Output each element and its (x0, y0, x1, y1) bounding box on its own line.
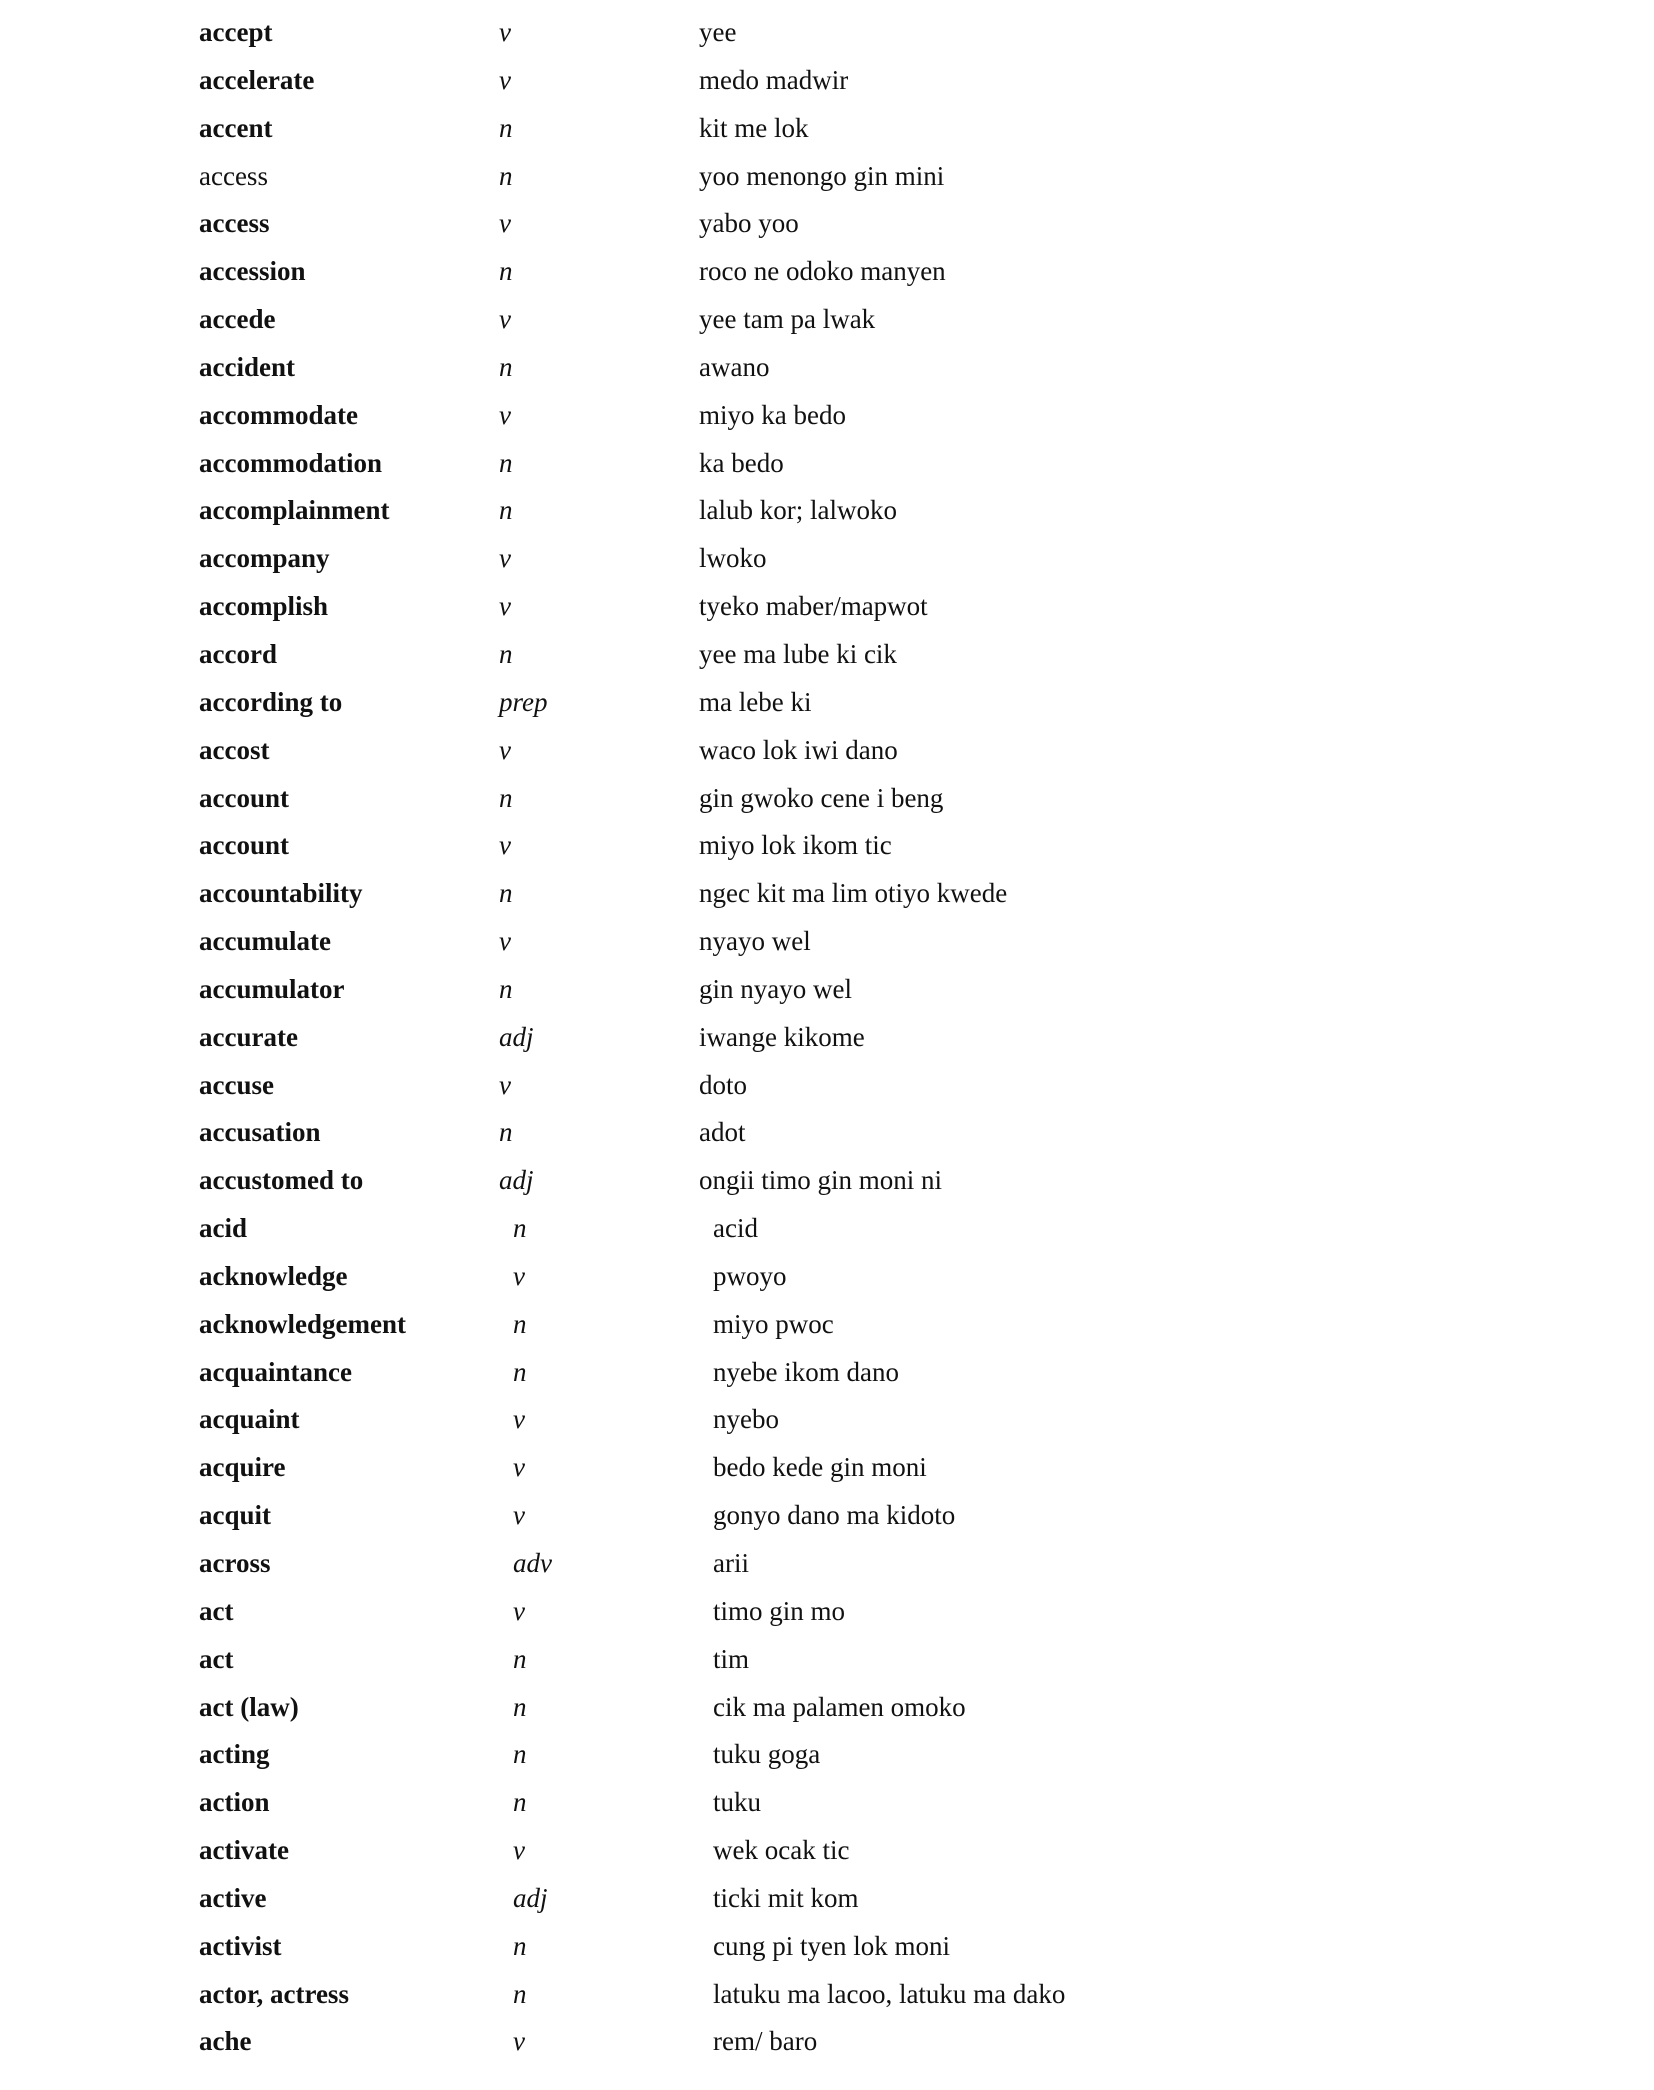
headword: act (199, 1643, 234, 1674)
translation: ongii timo gin moni ni (699, 1165, 943, 1196)
part-of-speech: n (513, 1643, 527, 1674)
translation: timo gin mo (713, 1595, 846, 1626)
part-of-speech: adj (513, 1882, 548, 1913)
dictionary-entry (0, 108, 1654, 156)
part-of-speech: v (499, 399, 511, 430)
translation: miyo lok ikom tic (699, 830, 892, 861)
dictionary-entry (0, 1830, 1654, 1878)
translation: gonyo dano ma kidoto (713, 1500, 956, 1531)
translation: yee ma lube ki cik (699, 638, 897, 669)
translation: gin gwoko cene i beng (699, 782, 944, 813)
dictionary-entry (0, 1160, 1654, 1208)
part-of-speech: adj (499, 1165, 534, 1196)
part-of-speech: n (513, 1787, 527, 1818)
part-of-speech: v (513, 1452, 525, 1483)
headword: action (199, 1787, 270, 1818)
dictionary-entry (0, 778, 1654, 826)
translation: yee (699, 17, 737, 47)
translation: ngec kit ma lim otiyo kwede (699, 878, 1008, 909)
headword: accomplainment (199, 495, 390, 526)
dictionary-entry (0, 1304, 1654, 1352)
translation: yoo menongo gin mini (699, 160, 945, 191)
dictionary-entry (0, 873, 1654, 921)
part-of-speech: v (513, 1404, 525, 1435)
translation: latuku ma lacoo, latuku ma dako (713, 1978, 1066, 2009)
translation: yabo yoo (699, 208, 799, 239)
headword: activate (199, 1835, 289, 1866)
dictionary-entry (0, 921, 1654, 969)
translation: arii (713, 1548, 749, 1578)
headword: acquire (199, 1452, 286, 1483)
dictionary-entry (0, 203, 1654, 251)
headword: account (199, 782, 289, 813)
dictionary-entry (0, 299, 1654, 347)
headword: acting (199, 1739, 270, 1770)
headword: according to (199, 686, 343, 717)
translation: yee tam pa lwak (699, 304, 876, 335)
headword: accept (199, 17, 273, 47)
dictionary-entry (0, 1065, 1654, 1113)
dictionary-entry (0, 682, 1654, 730)
translation: wek ocak tic (713, 1835, 850, 1866)
translation: cik ma palamen omoko (713, 1691, 966, 1722)
dictionary-entry (0, 443, 1654, 491)
headword: ache (199, 2026, 252, 2057)
dictionary-entry (0, 1734, 1654, 1782)
dictionary-entry (0, 12, 1654, 60)
headword: accusation (199, 1117, 321, 1148)
headword: accumulate (199, 926, 331, 957)
part-of-speech: n (499, 351, 513, 382)
headword: access (199, 208, 270, 239)
part-of-speech: n (499, 112, 513, 143)
translation: tuku (713, 1787, 762, 1818)
translation: ticki mit kom (713, 1882, 859, 1913)
headword: accumulator (199, 973, 345, 1004)
part-of-speech: v (499, 591, 511, 622)
headword: accent (199, 112, 273, 143)
translation: tuku goga (713, 1739, 821, 1770)
part-of-speech: n (513, 1691, 527, 1722)
translation: miyo ka bedo (699, 399, 846, 430)
part-of-speech: v (513, 2026, 525, 2057)
translation: bedo kede gin moni (713, 1452, 927, 1483)
headword: across (199, 1548, 271, 1578)
headword: active (199, 1882, 267, 1913)
translation: ka bedo (699, 447, 784, 478)
translation: nyebo (713, 1404, 779, 1435)
translation: medo madwir (699, 64, 849, 95)
part-of-speech: n (499, 1117, 513, 1148)
dictionary-entry (0, 538, 1654, 586)
headword: acquit (199, 1500, 272, 1531)
dictionary-entry (0, 1495, 1654, 1543)
headword: accuse (199, 1069, 274, 1100)
part-of-speech: v (513, 1835, 525, 1866)
headword: accommodation (199, 447, 382, 478)
headword: accompany (199, 543, 330, 574)
part-of-speech: n (513, 1739, 527, 1770)
dictionary-entry (0, 1591, 1654, 1639)
part-of-speech: v (499, 830, 511, 861)
translation: rem/ baro (713, 2026, 818, 2057)
dictionary-entry (0, 586, 1654, 634)
part-of-speech: n (499, 447, 513, 478)
part-of-speech: n (499, 256, 513, 287)
part-of-speech: n (499, 782, 513, 813)
headword: accountability (199, 878, 363, 909)
translation: kit me lok (699, 112, 809, 143)
headword: accost (199, 734, 270, 765)
part-of-speech: n (499, 495, 513, 526)
dictionary-entry (0, 1399, 1654, 1447)
dictionary-entry (0, 1687, 1654, 1735)
part-of-speech: v (499, 208, 511, 239)
dictionary-entry (0, 1112, 1654, 1160)
translation: nyayo wel (699, 926, 811, 957)
dictionary-entry (0, 1782, 1654, 1830)
headword: acknowledge (199, 1260, 348, 1291)
dictionary-entry (0, 1017, 1654, 1065)
headword: accommodate (199, 399, 358, 430)
dictionary-entry (0, 969, 1654, 1017)
dictionary-entry (0, 730, 1654, 778)
dictionary-entry (0, 1352, 1654, 1400)
translation: tim (713, 1643, 750, 1674)
translation: gin nyayo wel (699, 973, 852, 1004)
translation: iwange kikome (699, 1021, 865, 1052)
dictionary-entry (0, 2021, 1654, 2069)
headword: access (199, 160, 268, 191)
part-of-speech: prep (499, 686, 548, 717)
headword: accede (199, 304, 276, 335)
part-of-speech: n (513, 1930, 527, 1961)
translation: waco lok iwi dano (699, 734, 898, 765)
translation: tyeko maber/mapwot (699, 591, 928, 622)
headword: activist (199, 1930, 282, 1961)
headword: accomplish (199, 591, 329, 622)
entry-list (0, 12, 1654, 2069)
headword: act (law) (199, 1691, 299, 1722)
part-of-speech: n (513, 1308, 527, 1339)
headword: acid (199, 1213, 248, 1244)
dictionary-entry (0, 1878, 1654, 1926)
dictionary-entry (0, 1639, 1654, 1687)
translation: roco ne odoko manyen (699, 256, 946, 287)
headword: accustomed to (199, 1165, 364, 1196)
headword: acquaintance (199, 1356, 353, 1387)
translation: cung pi tyen lok moni (713, 1930, 950, 1961)
part-of-speech: adj (499, 1021, 534, 1052)
part-of-speech: v (513, 1260, 525, 1291)
part-of-speech: n (499, 160, 513, 191)
dictionary-entry (0, 1208, 1654, 1256)
translation: lalub kor; lalwoko (699, 495, 897, 526)
part-of-speech: v (499, 543, 511, 574)
translation: awano (699, 351, 770, 382)
part-of-speech: v (499, 304, 511, 335)
headword: acknowledgement (199, 1308, 406, 1339)
part-of-speech: n (499, 638, 513, 669)
translation: lwoko (699, 543, 767, 574)
dictionary-entry (0, 1974, 1654, 2022)
part-of-speech: v (499, 17, 511, 47)
dictionary-entry (0, 395, 1654, 443)
part-of-speech: n (513, 1978, 527, 2009)
dictionary-entry (0, 251, 1654, 299)
part-of-speech: v (499, 64, 511, 95)
dictionary-entry (0, 1256, 1654, 1304)
headword: accident (199, 351, 295, 382)
part-of-speech: v (499, 734, 511, 765)
translation: doto (699, 1069, 748, 1100)
dictionary-entry (0, 634, 1654, 682)
translation: adot (699, 1117, 746, 1148)
part-of-speech: v (513, 1500, 525, 1531)
part-of-speech: n (513, 1213, 527, 1244)
dictionary-entry (0, 60, 1654, 108)
headword: accelerate (199, 64, 315, 95)
part-of-speech: v (513, 1595, 525, 1626)
part-of-speech: v (499, 926, 511, 957)
part-of-speech: v (499, 1069, 511, 1100)
translation: ma lebe ki (699, 686, 812, 717)
dictionary-entry (0, 156, 1654, 204)
part-of-speech: adv (513, 1548, 552, 1578)
translation: acid (713, 1213, 758, 1244)
translation: nyebe ikom dano (713, 1356, 899, 1387)
part-of-speech: n (499, 973, 513, 1004)
dictionary-entry (0, 1543, 1654, 1591)
headword: actor, actress (199, 1978, 349, 2009)
translation: miyo pwoc (713, 1308, 834, 1339)
translation: pwoyo (713, 1260, 787, 1291)
dictionary-entry (0, 1447, 1654, 1495)
headword: acquaint (199, 1404, 300, 1435)
headword: accord (199, 638, 277, 669)
part-of-speech: n (499, 878, 513, 909)
dictionary-entry (0, 347, 1654, 395)
dictionary-entry (0, 490, 1654, 538)
headword: accurate (199, 1021, 298, 1052)
dictionary-entry (0, 1926, 1654, 1974)
headword: accession (199, 256, 306, 287)
headword: account (199, 830, 289, 861)
dictionary-entry (0, 825, 1654, 873)
part-of-speech: n (513, 1356, 527, 1387)
headword: act (199, 1595, 234, 1626)
